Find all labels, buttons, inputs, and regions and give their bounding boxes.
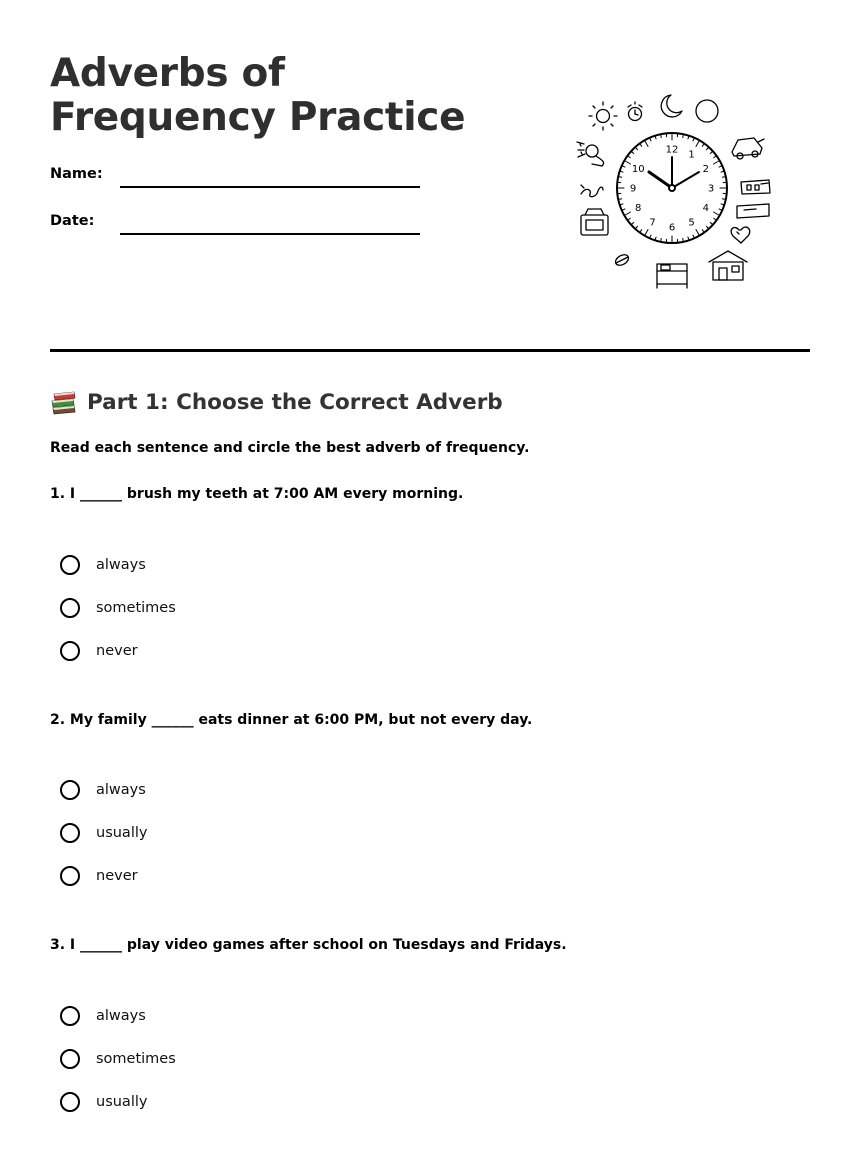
lunchbox-icon [581,209,608,235]
option-label: usually [96,1094,148,1110]
clock-tick [683,238,684,240]
heart-icon [731,227,750,243]
clock-number: 1 [688,149,695,161]
radio-circle[interactable] [60,780,80,800]
clock-tick [655,137,656,139]
q3-option-usually[interactable] [60,1090,147,1114]
clock-number: 10 [631,164,645,175]
q1-option-never[interactable] [60,639,138,663]
clock-number: 3 [707,183,715,195]
radio-circle[interactable] [60,823,80,843]
question-1: 1. I ______ brush my teeth at 7:00 AM every morning. [50,486,464,502]
moon-icon [661,95,682,117]
clock-tick [714,156,716,157]
clock-tick [706,148,708,150]
clock-tick [706,226,708,228]
clock-tick [683,135,684,137]
clock-number: 7 [649,217,656,229]
clock-tick [621,171,623,172]
clock-tick [696,141,699,146]
clock-tick [722,177,724,178]
books-icon [50,388,78,416]
clock-tick [661,135,662,137]
part1-heading [50,388,503,416]
clock-tick [645,230,648,235]
radio-circle[interactable] [60,866,80,886]
clock-tick [661,238,662,240]
option-label: always [96,1008,146,1024]
car-icon [732,138,764,159]
option-label: usually [96,825,148,841]
clock-tick [702,230,703,232]
radio-circle[interactable] [60,555,80,575]
question-3: 3. I ______ play video games after school on Tuesdays and Fridays. [50,937,567,953]
clock-tick [714,161,719,164]
instructions: Read each sentence and circle the best adverb of frequency. [50,440,530,456]
clock-tick [714,212,719,215]
part1-heading-text: Part 1: Choose the Correct Adverb [87,389,503,415]
clock-tick [619,177,621,178]
ball-icon [614,253,631,268]
clock-tick [628,218,630,219]
option-label: sometimes [96,1051,176,1067]
circle-icon [696,100,718,122]
clock-icon [617,133,727,243]
q3-option-sometimes[interactable] [60,1047,176,1071]
clock-tick [636,226,638,228]
clock-tick [688,237,689,239]
waking-person-icon [577,142,604,166]
clock-tick [721,204,723,205]
toothbrush-icon [581,185,603,197]
clock-tick [719,209,721,210]
option-label: sometimes [96,600,176,616]
option-label: always [96,557,146,573]
clock-tick [688,137,689,139]
clock-number: 6 [668,222,676,234]
clock-tick [645,141,648,146]
clock-number: 9 [629,183,637,195]
clock-tick [621,204,623,205]
clock-tick [693,235,694,237]
page-title: Adverbs of Frequency Practice [50,51,466,140]
radio-circle[interactable] [60,1092,80,1112]
clock-tick [625,212,630,215]
q2-option-never[interactable] [60,864,138,888]
clock-tick [625,161,630,164]
clock-number: 2 [702,164,709,175]
clock-tick [696,230,699,235]
clock-tick [719,166,721,167]
question-2: 2. My family ______ eats dinner at 6:00 PM, but not every day. [50,712,533,728]
book-icon [737,204,769,218]
clock-tick [650,139,651,141]
school-icon [741,180,770,194]
q3-option-always[interactable] [60,1004,146,1028]
date-label: Date: [50,213,95,229]
clock-tick [650,235,651,237]
clock-tick [636,148,638,150]
clock-tick [628,156,630,157]
name-label: Name: [50,166,103,182]
option-label: never [96,868,138,884]
clock-tick [702,144,703,146]
clock-tick [632,152,634,154]
clock-tick [693,139,694,141]
section-divider [50,349,810,352]
clock-tick [640,144,641,146]
radio-circle[interactable] [60,598,80,618]
clock-tick [623,209,625,210]
q1-option-always[interactable] [60,553,146,577]
clock-tick [722,199,724,200]
sun-icon [589,102,617,130]
house-icon [709,251,747,280]
name-line [120,186,420,188]
clock-tick [632,222,634,224]
clock-illustration [572,90,778,290]
alarm-clock-icon [628,102,642,121]
q1-option-sometimes[interactable] [60,596,176,620]
clock-number: 12 [665,144,679,156]
clock-tick [710,222,712,224]
clock-tick [623,166,625,167]
clock-number: 5 [688,217,695,229]
option-label: never [96,643,138,659]
clock-tick [655,237,656,239]
clock-tick [714,218,716,219]
radio-circle[interactable] [60,641,80,661]
bed-icon [657,264,687,288]
q2-option-usually[interactable] [60,821,147,845]
q2-option-always[interactable] [60,778,146,802]
clock-number: 8 [635,203,642,214]
radio-circle[interactable] [60,1006,80,1026]
clock-number: 4 [702,203,709,214]
clock-tick [721,171,723,172]
clock-tick [619,199,621,200]
clock-tick [710,152,712,154]
option-label: always [96,782,146,798]
radio-circle[interactable] [60,1049,80,1069]
date-line [120,233,420,235]
clock-tick [640,230,641,232]
